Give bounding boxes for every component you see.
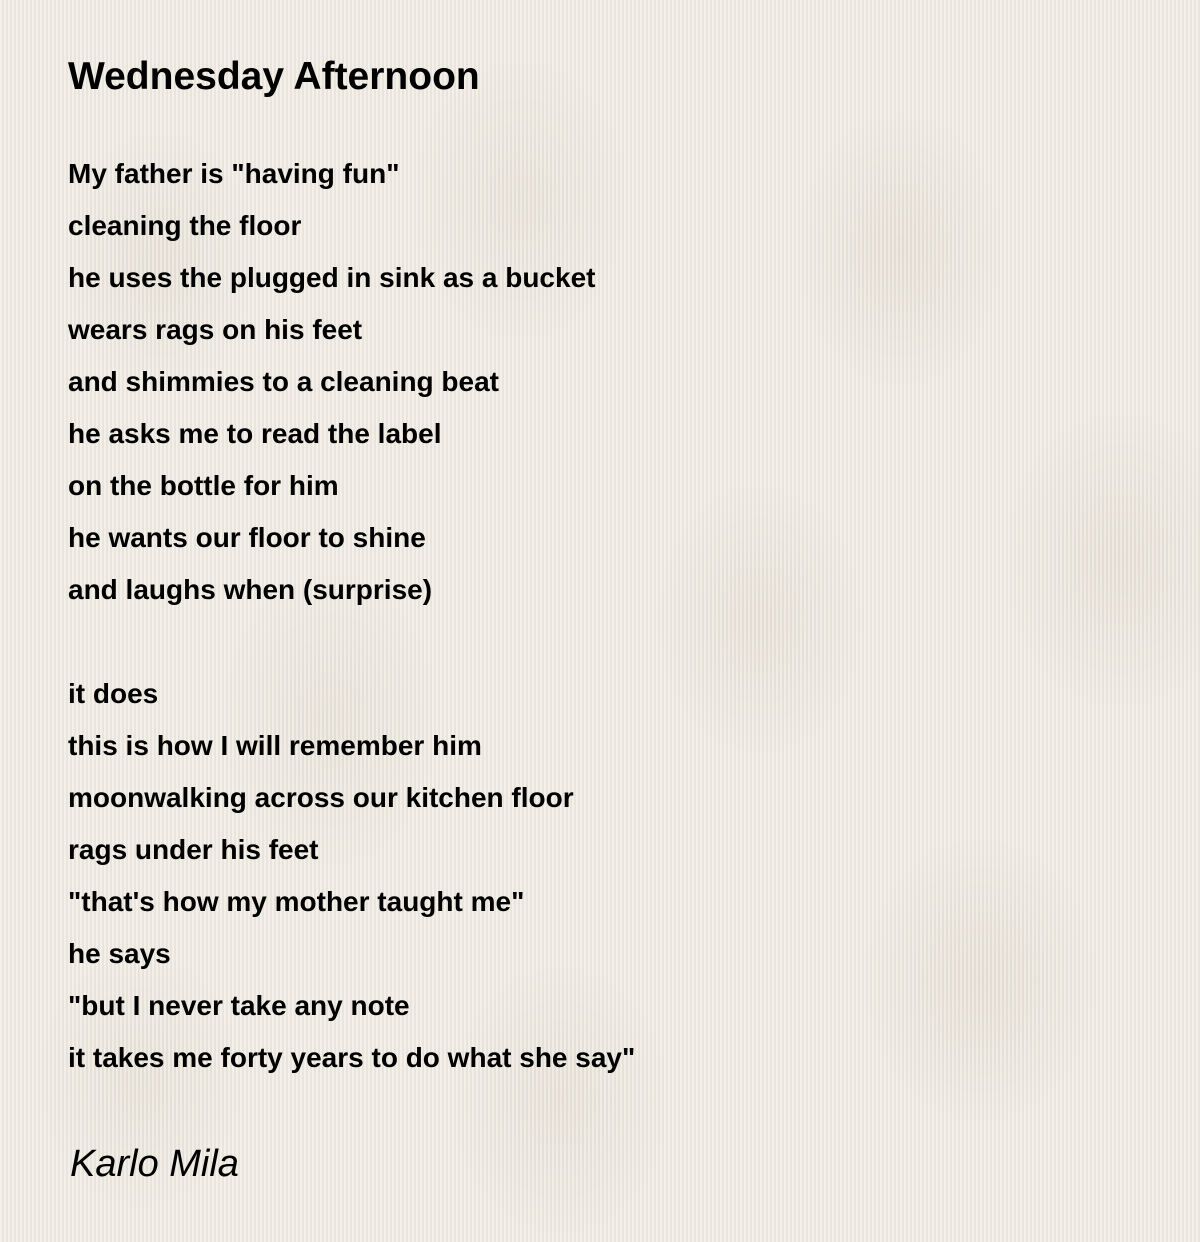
poem-body (68, 148, 1148, 1084)
poem-page (68, 52, 1148, 1192)
poem-line: on the bottle for him (68, 470, 339, 501)
poem-line: he wants our floor to shine (68, 522, 426, 553)
poem-line: he asks me to read the label (68, 418, 442, 449)
poem-line: he uses the plugged in sink as a bucket (68, 262, 596, 293)
poem-author: Karlo Mila (70, 1143, 239, 1185)
poem-line: this is how I will remember him (68, 730, 482, 761)
poem-line: he says (68, 938, 171, 969)
poem-line: it does (68, 678, 159, 709)
poem-title: Wednesday Afternoon (68, 55, 480, 98)
poem-line: "that's how my mother taught me" (68, 886, 525, 917)
poem-line: "but I never take any note (68, 990, 410, 1021)
poem-line: wears rags on his feet (68, 314, 363, 345)
poem-line: My father is "having fun" (68, 158, 400, 189)
poem-line: cleaning the floor (68, 210, 302, 241)
stanza-2 (68, 668, 1148, 1084)
poem-line: and shimmies to a cleaning beat (68, 366, 500, 397)
poem-line: and laughs when (surprise) (68, 574, 433, 605)
stanza-1 (68, 148, 1148, 616)
poem-line: rags under his feet (68, 834, 319, 865)
poem-line: it takes me forty years to do what she say" (68, 1042, 636, 1073)
poem-line: moonwalking across our kitchen floor (68, 782, 574, 813)
